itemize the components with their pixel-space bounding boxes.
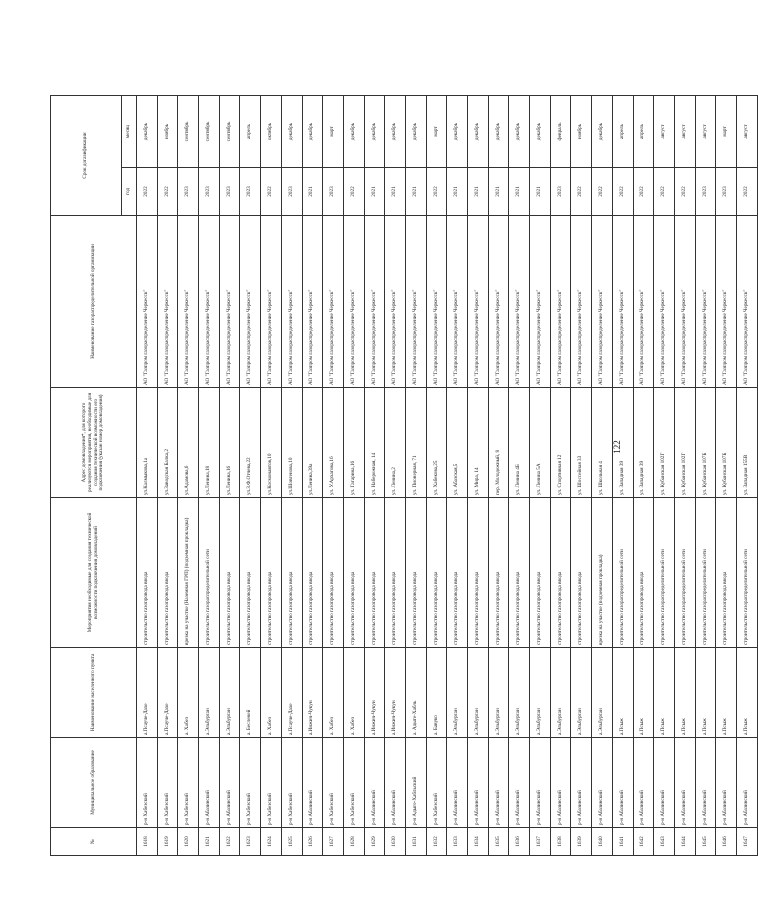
- cell-num: 1641: [612, 828, 633, 856]
- cell-addr: ул. Западная 39: [612, 388, 633, 498]
- cell-mun: р-н Абазинский: [736, 738, 757, 828]
- cell-num: 1633: [447, 828, 468, 856]
- cell-measure: строительство газопровода ввода: [716, 498, 737, 648]
- header-municipality: Муниципальное образование: [51, 738, 137, 828]
- cell-year: 2022: [157, 168, 178, 216]
- gasification-table: [50, 95, 758, 856]
- cell-addr: ул.Заводская Балка,2: [157, 388, 178, 498]
- cell-year: 2023: [323, 168, 344, 216]
- cell-measure: строительство газопровода ввода: [323, 498, 344, 648]
- cell-settl: а.Псыж: [716, 648, 737, 738]
- cell-measure: строительство газораспределительной сети: [654, 498, 675, 648]
- cell-org: АО "Газпром газораспределение Черкесск": [571, 216, 592, 388]
- cell-org: АО "Газпром газораспределение Черкесск": [550, 216, 571, 388]
- cell-addr: ул. Пионерная, 71: [405, 388, 426, 498]
- cell-settl: а.Эльбурган: [447, 648, 468, 738]
- cell-settl: а.Эльбурган: [219, 648, 240, 738]
- table-row: [178, 95, 199, 855]
- cell-org: АО "Газпром газораспределение Черкесск": [343, 216, 364, 388]
- cell-measure: строительство газопровода ввода: [426, 498, 447, 648]
- cell-month: декабрь: [302, 95, 323, 167]
- cell-year: 2021: [468, 168, 489, 216]
- cell-mun: р-н Хабезский: [426, 738, 447, 828]
- cell-mun: р-н Хабезский: [240, 738, 261, 828]
- cell-mun: р-н Хабезский: [261, 738, 282, 828]
- cell-month: декабрь: [281, 95, 302, 167]
- cell-measure: строительство газопровода ввода: [633, 498, 654, 648]
- header-settlement: Наименование населенного пункта: [51, 648, 137, 738]
- cell-settl: а.Эльбурган: [509, 648, 530, 738]
- cell-measure: строительство газораспределительной сети: [199, 498, 220, 648]
- cell-addr: ул. Кубанская 107Б: [716, 388, 737, 498]
- table-row: [571, 95, 592, 855]
- cell-addr: пер. Молодежный, 8: [488, 388, 509, 498]
- cell-org: АО "Газпром газораспределение Черкесск": [323, 216, 344, 388]
- cell-year: 2022: [674, 168, 695, 216]
- cell-org: АО "Газпром газораспределение Черкесск": [302, 216, 323, 388]
- cell-org: АО "Газпром газораспределение Черкесск": [633, 216, 654, 388]
- table-row: [488, 95, 509, 855]
- cell-num: 1629: [364, 828, 385, 856]
- cell-measure: строительство газопровода ввода: [550, 498, 571, 648]
- header-operator: Наименование газораспределительной организации: [51, 216, 137, 388]
- cell-addr: ул.З.Ф.Отчева,22: [240, 388, 261, 498]
- cell-month: декабрь: [343, 95, 364, 167]
- header-month: месяц: [122, 95, 137, 167]
- cell-org: АО "Газпром газораспределение Черкесск": [219, 216, 240, 388]
- cell-num: 1630: [385, 828, 406, 856]
- cell-mun: р-н Адыге-Хабльский: [405, 738, 426, 828]
- table-row: [695, 95, 716, 855]
- cell-month: март: [323, 95, 344, 167]
- cell-settl: а.Псыж: [612, 648, 633, 738]
- cell-num: 1628: [343, 828, 364, 856]
- cell-org: АО "Газпром газораспределение Черкесск": [137, 216, 158, 388]
- cell-mun: р-н Абазинский: [468, 738, 489, 828]
- cell-month: сентябрь: [219, 95, 240, 167]
- cell-measure: врезка на участке (Наземная ГРП) (подземная прокладка): [178, 498, 199, 648]
- cell-year: 2022: [654, 168, 675, 216]
- cell-year: 2022: [612, 168, 633, 216]
- cell-year: 2022: [426, 168, 447, 216]
- cell-org: АО "Газпром газораспределение Черкесск": [612, 216, 633, 388]
- cell-org: АО "Газпром газораспределение Черкесск": [261, 216, 282, 388]
- cell-mun: р-н Хабезский: [281, 738, 302, 828]
- cell-mun: р-н Абазинский: [199, 738, 220, 828]
- cell-measure: строительство газораспределительной сети: [674, 498, 695, 648]
- cell-addr: ул. Мира, 14: [468, 388, 489, 498]
- cell-mun: р-н Абазинский: [633, 738, 654, 828]
- page-number: 122: [611, 440, 622, 454]
- table-row: [468, 95, 489, 855]
- table-row: [612, 95, 633, 855]
- cell-measure: строительство газопровода ввода: [468, 498, 489, 648]
- cell-num: 1624: [261, 828, 282, 856]
- cell-year: 2022: [592, 168, 613, 216]
- cell-num: 1635: [488, 828, 509, 856]
- cell-org: АО "Газпром газораспределение Черкесск": [488, 216, 509, 388]
- cell-month: декабрь: [488, 95, 509, 167]
- cell-year: 2021: [364, 168, 385, 216]
- table-row: [240, 95, 261, 855]
- cell-month: ноябрь: [157, 95, 178, 167]
- cell-org: АО "Газпром газораспределение Черкесск": [654, 216, 675, 388]
- cell-month: сентябрь: [199, 95, 220, 167]
- cell-num: 1625: [281, 828, 302, 856]
- table-row: [716, 95, 737, 855]
- cell-addr: ул.Ленина,16: [219, 388, 240, 498]
- cell-addr: ул.Ленина,39а: [302, 388, 323, 498]
- cell-measure: строительство газопровода ввода: [509, 498, 530, 648]
- header-year: год: [122, 168, 137, 216]
- cell-year: 2023: [219, 168, 240, 216]
- cell-settl: а.Эльбурган: [592, 648, 613, 738]
- cell-org: АО "Газпром газораспределение Черкесск": [157, 216, 178, 388]
- table-row: [509, 95, 530, 855]
- cell-num: 1622: [219, 828, 240, 856]
- cell-settl: а.Псыж: [695, 648, 716, 738]
- cell-settl: а.Эльбурган: [571, 648, 592, 738]
- cell-mun: р-н Абазинский: [612, 738, 633, 828]
- cell-month: сентябрь: [178, 95, 199, 167]
- cell-mun: р-н Абазинский: [550, 738, 571, 828]
- cell-addr: ул. Спортивная 12: [550, 388, 571, 498]
- cell-measure: строительство газопровода ввода: [530, 498, 551, 648]
- cell-mun: р-н Абазинский: [571, 738, 592, 828]
- table-row: [674, 95, 695, 855]
- cell-num: 1620: [178, 828, 199, 856]
- table-row: [426, 95, 447, 855]
- cell-settl: а. Бавуко: [426, 648, 447, 738]
- cell-num: 1631: [405, 828, 426, 856]
- cell-measure: строительство газопровода ввода: [157, 498, 178, 648]
- cell-mun: р-н Абазинский: [654, 738, 675, 828]
- cell-addr: ул. Кубанская 102Г: [654, 388, 675, 498]
- cell-month: декабрь: [447, 95, 468, 167]
- cell-settl: а.Эльбурган: [488, 648, 509, 738]
- cell-num: 1634: [468, 828, 489, 856]
- cell-settl: а. Хабез: [323, 648, 344, 738]
- table-row: [385, 95, 406, 855]
- cell-month: август: [674, 95, 695, 167]
- cell-month: август: [654, 95, 675, 167]
- cell-addr: ул. Шоссейная 33: [571, 388, 592, 498]
- cell-settl: а.Инжич-Чукун: [385, 648, 406, 738]
- table-row: [447, 95, 468, 855]
- cell-year: 2022: [571, 168, 592, 216]
- table-row: [281, 95, 302, 855]
- cell-year: 2022: [633, 168, 654, 216]
- cell-num: 1646: [716, 828, 737, 856]
- cell-num: 1632: [426, 828, 447, 856]
- cell-num: 1638: [550, 828, 571, 856]
- cell-measure: строительство газопровода ввода: [447, 498, 468, 648]
- header-deadline: Срок догазификации: [51, 95, 122, 215]
- cell-mun: р-н Хабезский: [157, 738, 178, 828]
- cell-year: 2021: [405, 168, 426, 216]
- cell-month: декабрь: [137, 95, 158, 167]
- cell-month: август: [695, 95, 716, 167]
- cell-month: март: [716, 95, 737, 167]
- cell-settl: а.Псауче-Дахе: [157, 648, 178, 738]
- cell-year: 2023: [695, 168, 716, 216]
- table-row: [550, 95, 571, 855]
- cell-addr: ул. Хабекова,25: [426, 388, 447, 498]
- cell-settl: а. Хабез: [343, 648, 364, 738]
- table-row: [530, 95, 551, 855]
- cell-settl: а.Псауче-Дахе: [281, 648, 302, 738]
- cell-mun: р-н Абазинский: [592, 738, 613, 828]
- cell-mun: р-н Абазинский: [488, 738, 509, 828]
- cell-addr: ул. Кубанская 107Б: [695, 388, 716, 498]
- table-row: [364, 95, 385, 855]
- cell-settl: а.Эльбурган: [468, 648, 489, 738]
- cell-num: 1640: [592, 828, 613, 856]
- table-row: [261, 95, 282, 855]
- table-body: [137, 95, 758, 855]
- cell-org: АО "Газпром газораспределение Черкесск": [530, 216, 551, 388]
- cell-year: 2022: [343, 168, 364, 216]
- cell-org: АО "Газпром газораспределение Черкесск": [468, 216, 489, 388]
- cell-settl: а.Псыж: [654, 648, 675, 738]
- cell-org: АО "Газпром газораспределение Черкесск": [240, 216, 261, 388]
- cell-num: 1645: [695, 828, 716, 856]
- cell-measure: строительство газопровода ввода: [364, 498, 385, 648]
- cell-year: 2022: [736, 168, 757, 216]
- cell-measure: строительство газопровода ввода: [219, 498, 240, 648]
- cell-month: декабрь: [530, 95, 551, 167]
- cell-addr: ул. Школьная 4: [592, 388, 613, 498]
- cell-mun: р-н Абазинский: [530, 738, 551, 828]
- cell-measure: строительство газопровода ввода: [240, 498, 261, 648]
- cell-settl: а.Эльбурган: [550, 648, 571, 738]
- cell-num: 1626: [302, 828, 323, 856]
- cell-month: август: [736, 95, 757, 167]
- cell-addr: ул.Шовгенова,10: [281, 388, 302, 498]
- cell-addr: ул.Космонавтов,10: [261, 388, 282, 498]
- table-row: [736, 95, 757, 855]
- cell-num: 1636: [509, 828, 530, 856]
- cell-mun: р-н Абазинский: [509, 738, 530, 828]
- cell-month: декабрь: [405, 95, 426, 167]
- cell-year: 2021: [488, 168, 509, 216]
- cell-addr: ул. Абазская,5: [447, 388, 468, 498]
- cell-month: декабрь: [364, 95, 385, 167]
- cell-mun: р-н Хабезский: [137, 738, 158, 828]
- cell-month: апрель: [240, 95, 261, 167]
- cell-mun: р-н Абазинский: [674, 738, 695, 828]
- table-row: [137, 95, 158, 855]
- cell-settl: а. Бесленей: [240, 648, 261, 738]
- table-row: [302, 95, 323, 855]
- cell-month: февраль: [550, 95, 571, 167]
- cell-year: 2021: [447, 168, 468, 216]
- cell-addr: ул. Кубанская 102Г: [674, 388, 695, 498]
- cell-year: 2021: [509, 168, 530, 216]
- cell-measure: строительство газопровода ввода: [571, 498, 592, 648]
- cell-addr: ул. Западная 155В: [736, 388, 757, 498]
- cell-settl: а.Инжич-Чукун: [302, 648, 323, 738]
- cell-settl: а. Адыге-Хабль: [405, 648, 426, 738]
- cell-settl: а.Псыж: [633, 648, 654, 738]
- cell-org: АО "Газпром газораспределение Черкесск": [674, 216, 695, 388]
- cell-mun: р-н Хабезский: [178, 738, 199, 828]
- cell-measure: строительство газораспределительной сети: [736, 498, 757, 648]
- table-row: [219, 95, 240, 855]
- cell-measure: строительство газораспределительной сети: [612, 498, 633, 648]
- cell-mun: р-н Хабезский: [343, 738, 364, 828]
- cell-num: 1618: [137, 828, 158, 856]
- cell-org: АО "Газпром газораспределение Черкесск": [447, 216, 468, 388]
- cell-mun: р-н Абазинский: [695, 738, 716, 828]
- cell-num: 1639: [571, 828, 592, 856]
- cell-addr: ул.Калмыкова,1а: [137, 388, 158, 498]
- cell-num: 1619: [157, 828, 178, 856]
- cell-settl: а.Псыж: [674, 648, 695, 738]
- cell-month: декабрь: [509, 95, 530, 167]
- table-row: [323, 95, 344, 855]
- cell-year: 2023: [281, 168, 302, 216]
- cell-mun: р-н Абазинский: [447, 738, 468, 828]
- cell-measure: строительство газораспределительной сети: [695, 498, 716, 648]
- cell-year: 2023: [178, 168, 199, 216]
- cell-addr: ул. Западная 39: [633, 388, 654, 498]
- cell-num: 1642: [633, 828, 654, 856]
- cell-settl: а.Эльбурган: [530, 648, 551, 738]
- table-row: [343, 95, 364, 855]
- table-header: [51, 95, 137, 855]
- cell-month: декабрь: [592, 95, 613, 167]
- cell-year: 2022: [261, 168, 282, 216]
- cell-org: АО "Газпром газораспределение Черкесск": [592, 216, 613, 388]
- cell-org: АО "Газпром газораспределение Черкесск": [281, 216, 302, 388]
- cell-mun: р-н Абазинский: [302, 738, 323, 828]
- table-row: [654, 95, 675, 855]
- cell-month: октябрь: [261, 95, 282, 167]
- cell-mun: р-н Абазинский: [716, 738, 737, 828]
- cell-month: ноябрь: [571, 95, 592, 167]
- header-address: Адрес домовладения*, для которого реализуются мероприятия, необходимые для создания технической возможности его подключения (указан номер домовладения): [51, 388, 137, 498]
- cell-measure: строительство газопровода ввода: [405, 498, 426, 648]
- cell-year: 2023: [199, 168, 220, 216]
- cell-settl: а.Эльбурган: [199, 648, 220, 738]
- cell-measure: строительство газопровода ввода: [343, 498, 364, 648]
- cell-month: апрель: [612, 95, 633, 167]
- cell-org: АО "Газпром газораспределение Черкесск": [736, 216, 757, 388]
- cell-num: 1627: [323, 828, 344, 856]
- cell-addr: ул. Гагарина,16: [343, 388, 364, 498]
- cell-measure: строительство газопровода ввода: [137, 498, 158, 648]
- cell-addr: ул.Ленина,18: [199, 388, 220, 498]
- table-row: [199, 95, 220, 855]
- cell-month: декабрь: [385, 95, 406, 167]
- cell-num: 1644: [674, 828, 695, 856]
- cell-num: 1647: [736, 828, 757, 856]
- cell-org: АО "Газпром газораспределение Черкесск": [716, 216, 737, 388]
- cell-year: 2021: [530, 168, 551, 216]
- cell-org: АО "Газпром газораспределение Черкесск": [199, 216, 220, 388]
- cell-org: АО "Газпром газораспределение Черкесск": [509, 216, 530, 388]
- cell-org: АО "Газпром газораспределение Черкесск": [385, 216, 406, 388]
- cell-num: 1621: [199, 828, 220, 856]
- cell-year: 2022: [137, 168, 158, 216]
- cell-year: 2023: [240, 168, 261, 216]
- cell-addr: ул. У.Архагова,16: [323, 388, 344, 498]
- cell-measure: строительство газопровода ввода: [261, 498, 282, 648]
- cell-addr: ул. Набережная, 14: [364, 388, 385, 498]
- cell-month: декабрь: [468, 95, 489, 167]
- cell-settl: а.Псыж: [736, 648, 757, 738]
- cell-settl: а. Хабез: [261, 648, 282, 738]
- cell-org: АО "Газпром газораспределение Черкесск": [178, 216, 199, 388]
- cell-year: 2021: [385, 168, 406, 216]
- cell-addr: ул. Ленина,2: [385, 388, 406, 498]
- cell-year: 2023: [716, 168, 737, 216]
- cell-num: 1623: [240, 828, 261, 856]
- cell-mun: р-н Абазинский: [219, 738, 240, 828]
- cell-month: март: [426, 95, 447, 167]
- cell-measure: строительство газопровода ввода: [385, 498, 406, 648]
- header-measures: Мероприятия необходимые для создания технической возможности подключения домовладений: [51, 498, 137, 648]
- table-row: [405, 95, 426, 855]
- cell-mun: р-н Абазинский: [364, 738, 385, 828]
- cell-addr: ул. Ленина 4Б: [509, 388, 530, 498]
- cell-mun: р-н Хабезский: [323, 738, 344, 828]
- header-num: №: [51, 828, 137, 856]
- cell-mun: р-н Абазинский: [385, 738, 406, 828]
- cell-measure: строительство газопровода ввода: [281, 498, 302, 648]
- table-row: [633, 95, 654, 855]
- cell-org: АО "Газпром газораспределение Черкесск": [364, 216, 385, 388]
- cell-year: 2023: [550, 168, 571, 216]
- cell-measure: строительство газопровода ввода: [488, 498, 509, 648]
- cell-year: 2021: [302, 168, 323, 216]
- cell-org: АО "Газпром газораспределение Черкесск": [426, 216, 447, 388]
- cell-settl: а.Псауче-Дахе: [137, 648, 158, 738]
- cell-addr: ул.Адамова,6: [178, 388, 199, 498]
- cell-org: АО "Газпром газораспределение Черкесск": [695, 216, 716, 388]
- cell-settl: а. Хабез: [178, 648, 199, 738]
- cell-measure: врезка на участке (подземная прокладка): [592, 498, 613, 648]
- table-row: [592, 95, 613, 855]
- cell-month: апрель: [633, 95, 654, 167]
- cell-addr: ул. Ленина 5А: [530, 388, 551, 498]
- cell-measure: строительство газопровода ввода: [302, 498, 323, 648]
- cell-settl: а.Инжич-Чукун: [364, 648, 385, 738]
- cell-num: 1643: [654, 828, 675, 856]
- table-row: [157, 95, 178, 855]
- cell-num: 1637: [530, 828, 551, 856]
- cell-org: АО "Газпром газораспределение Черкесск": [405, 216, 426, 388]
